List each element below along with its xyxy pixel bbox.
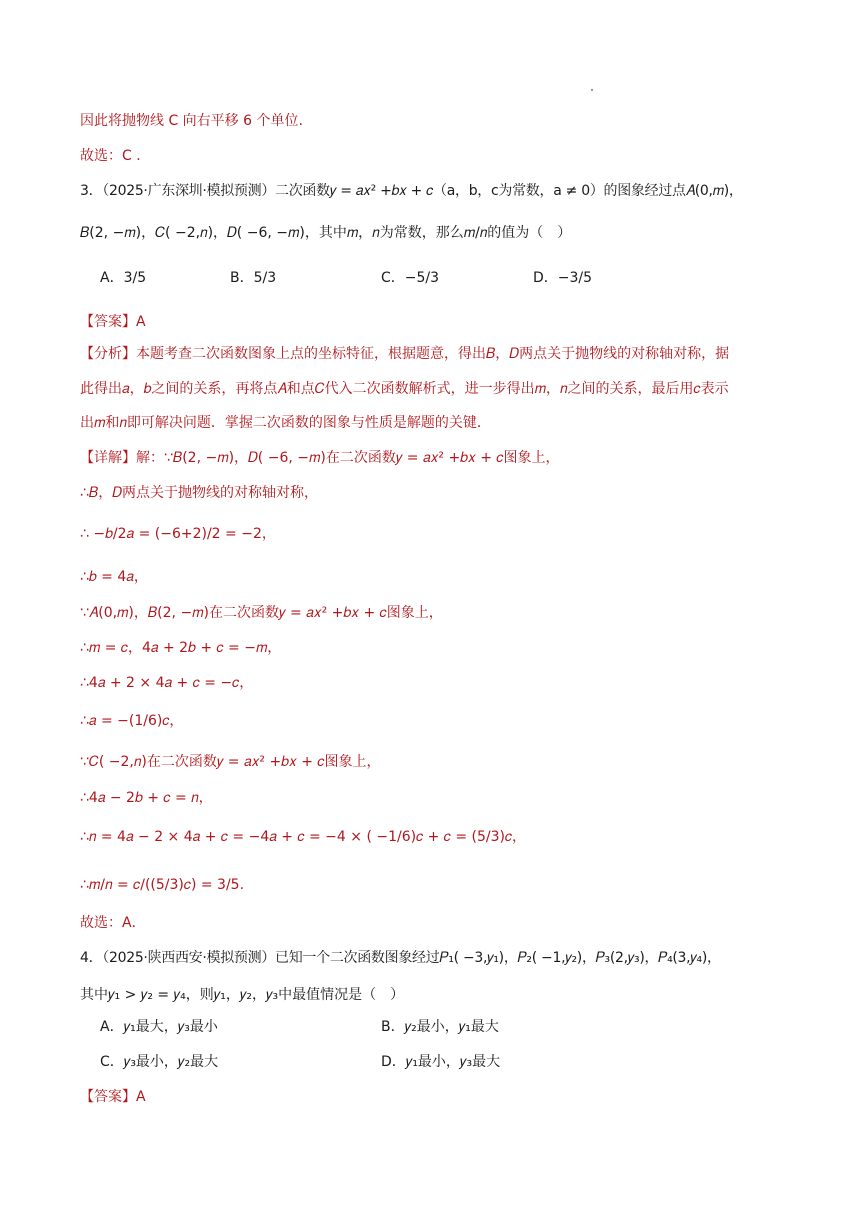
analysis-text: 出𝑚和𝑛即可解决问题．掌握二次函数的图象与性质是解题的关键． (80, 415, 491, 431)
detail-text: ∴4𝑎 + 2 × 4𝑎 + 𝑐 = −𝑐， (80, 675, 254, 691)
question-4-text: 4．（2025·陕西西安·模拟预测）已知一个二次函数图象经过𝑃₁( −3,𝑦₁)，𝑃₂( −1,𝑦₂)，𝑃₃(2,𝑦₃)，𝑃₄(3,𝑦₄)， (80, 950, 721, 966)
detail-text: ∵𝐶( −2,𝑛)在二次函数𝑦 = 𝑎𝑥² +𝑏𝑥 + 𝑐图象上， (80, 754, 381, 770)
question-4-text: 其中𝑦₁ > 𝑦₂ = 𝑦₄，则𝑦₁，𝑦₂，𝑦₃中最值情况是（ ） (80, 987, 405, 1003)
question-3-text: 𝐵(2, −𝑚)，𝐶( −2,𝑛)，𝐷( −6, −𝑚)，其中𝑚，𝑛为常数，那么𝑚/𝑛的值为（ ） (80, 225, 572, 241)
answer-label: 【答案】A (80, 314, 146, 330)
detail-text: ∴𝑚 = 𝑐，4𝑎 + 2𝑏 + 𝑐 = −𝑚， (80, 640, 282, 656)
question-3-text: 3．（2025·广东深圳·模拟预测）二次函数𝑦 = 𝑎𝑥² +𝑏𝑥 + 𝑐（a，b，c为常数，a ≠ 0）的图象经过点𝐴(0,𝑚)， (80, 183, 743, 199)
option-a: A．3/5 (100, 270, 147, 286)
analysis-text: 【分析】本题考查二次函数图象上点的坐标特征，根据题意，得出𝐵，𝐷两点关于抛物线的对称轴对称，据 (80, 346, 730, 362)
scan-dot (591, 89, 593, 91)
detail-text: ∴4𝑎 − 2𝑏 + 𝑐 = 𝑛， (80, 790, 213, 806)
text-line: 故选：C . (80, 148, 141, 164)
option-d: D．𝑦₁最小，𝑦₃最大 (381, 1054, 501, 1070)
detail-text: ∴𝑎 = −(1/6)𝑐， (80, 713, 184, 729)
detail-text: ∴ −𝑏/2𝑎 = (−6+2)/2 = −2， (80, 526, 276, 542)
detail-text: ∵𝐴(0,𝑚)，𝐵(2, −𝑚)在二次函数𝑦 = 𝑎𝑥² +𝑏𝑥 + 𝑐图象上， (80, 605, 443, 621)
detail-text: ∴𝑏 = 4𝑎， (80, 569, 148, 585)
option-d: D．−3/5 (533, 270, 593, 286)
option-b: B．5/3 (230, 270, 277, 286)
option-c: C．−5/3 (381, 270, 440, 286)
answer-label: 【答案】A (80, 1089, 146, 1105)
option-b: B．𝑦₂最小，𝑦₁最大 (381, 1019, 499, 1035)
detail-text: 【详解】解：∵𝐵(2, −𝑚)，𝐷( −6, −𝑚)在二次函数𝑦 = 𝑎𝑥² +𝑏𝑥 + 𝑐图象上， (80, 450, 560, 466)
option-c: C．𝑦₃最小，𝑦₂最大 (100, 1054, 219, 1070)
detail-text: ∴𝑚/𝑛 = 𝑐/((5/3)𝑐) = 3/5. (80, 877, 245, 893)
text-line: 因此将抛物线 C 向右平移 6 个单位. (80, 113, 303, 129)
analysis-text: 此得出𝑎，𝑏之间的关系，再将点𝐴和点𝐶代入二次函数解析式，进一步得出𝑚，𝑛之间的关系，最后用𝑐表示 (80, 381, 729, 397)
option-a: A．𝑦₁最大，𝑦₃最小 (100, 1019, 218, 1035)
detail-text: ∴𝑛 = 4𝑎 − 2 × 4𝑎 + 𝑐 = −4𝑎 + 𝑐 = −4 × ( −1/6)𝑐 + 𝑐 = (5/3)𝑐， (80, 829, 527, 845)
detail-text: 故选：A． (80, 915, 146, 931)
detail-text: ∴𝐵，𝐷两点关于抛物线的对称轴对称， (80, 485, 318, 501)
